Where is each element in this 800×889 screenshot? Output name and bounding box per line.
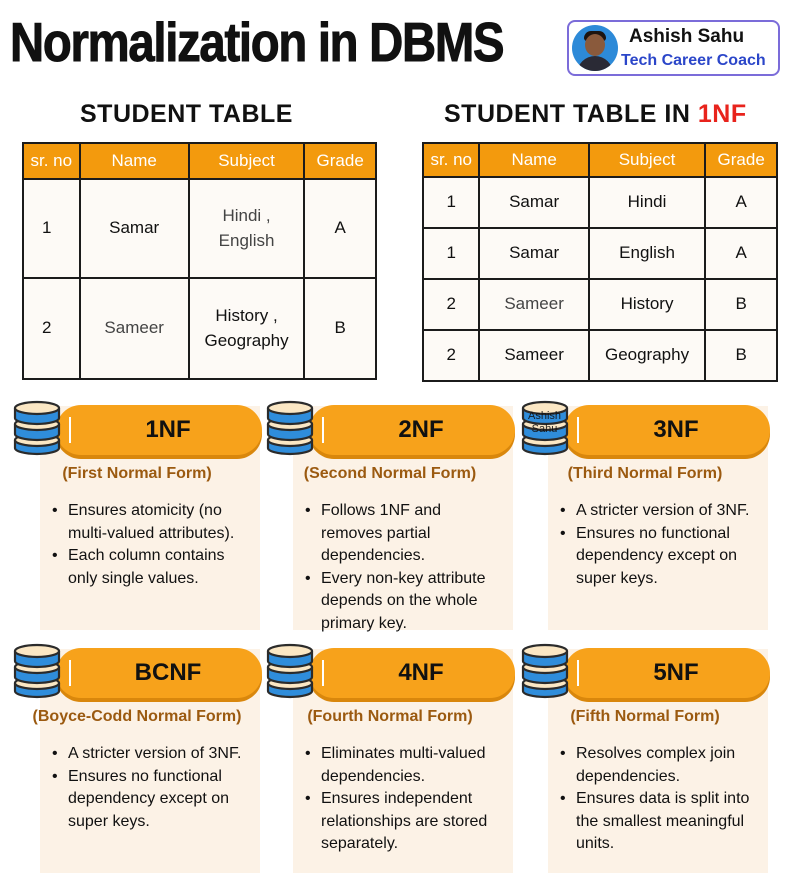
right-table-title-accent: 1NF	[697, 100, 747, 128]
cell-name: Samar	[479, 177, 588, 228]
left-table-title: STUDENT TABLE	[80, 100, 293, 128]
normal-form-subtitle: (Boyce-Codd Normal Form)	[32, 708, 242, 725]
normal-form-subtitle: (First Normal Form)	[62, 465, 212, 482]
normal-form-pill	[56, 405, 262, 455]
author-badge	[567, 20, 780, 76]
normal-form-card-5nf	[520, 643, 770, 873]
normal-form-card-3nf	[520, 400, 770, 630]
normal-form-pill	[564, 405, 770, 455]
subject-line: Hindi ,	[222, 205, 271, 225]
database-icon	[265, 643, 315, 699]
table-row	[23, 179, 376, 278]
cell-subject	[189, 278, 305, 379]
list-item: • Every non-key attribute depends on the whole primary key.	[305, 568, 505, 636]
right-table-title	[444, 100, 747, 129]
normal-form-label: 4NF	[398, 659, 444, 686]
cell-sr: 2	[23, 278, 80, 379]
cell-subject: Hindi	[589, 177, 706, 228]
cell-grade: B	[705, 279, 777, 330]
cell-name: Sameer	[80, 278, 189, 379]
cell-grade: B	[705, 330, 777, 381]
cell-subject: History	[589, 279, 706, 330]
column-header: Grade	[304, 143, 376, 179]
cell-sr: 2	[423, 279, 479, 330]
table-row	[423, 228, 777, 279]
normal-form-points	[52, 743, 252, 833]
cell-subject	[189, 179, 305, 278]
cell-sr: 2	[423, 330, 479, 381]
column-header: Name	[80, 143, 189, 179]
cell-name: Samar	[479, 228, 588, 279]
list-item: • Ensures no functional dependency except on super keys.	[52, 766, 252, 834]
list-item: • Ensures data is split into the smallest meaningful units.	[560, 788, 760, 856]
normal-form-label: 1NF	[145, 416, 191, 443]
normal-form-subtitle: (Fourth Normal Form)	[307, 708, 473, 725]
normal-form-label: 5NF	[653, 659, 699, 686]
list-item: • Follows 1NF and removes partial dependencies.	[305, 500, 505, 568]
table-row	[23, 278, 376, 379]
normal-form-subtitle: (Third Normal Form)	[567, 465, 723, 482]
column-header: Subject	[189, 143, 305, 179]
cell-name: Samar	[80, 179, 189, 278]
cell-name: Sameer	[479, 330, 588, 381]
table-row	[423, 330, 777, 381]
cell-grade: A	[705, 228, 777, 279]
database-icon	[12, 400, 62, 456]
normal-form-subtitle: (Fifth Normal Form)	[570, 708, 720, 725]
normal-form-label: BCNF	[134, 659, 202, 686]
cell-sr: 1	[423, 177, 479, 228]
column-header: sr. no	[423, 143, 479, 177]
normal-form-card-2nf	[265, 400, 515, 630]
cell-grade: A	[304, 179, 376, 278]
cell-grade: B	[304, 278, 376, 379]
cell-sr: 1	[23, 179, 80, 278]
right-table-title-prefix: STUDENT TABLE IN	[444, 100, 698, 128]
list-item: • A stricter version of 3NF.	[560, 500, 760, 523]
cell-sr: 1	[423, 228, 479, 279]
cell-subject: English	[589, 228, 706, 279]
list-item: • Ensures independent relationships are stored separately.	[305, 788, 505, 856]
author-role: Tech Career Coach	[621, 52, 766, 69]
normal-form-pill	[309, 648, 515, 698]
column-header: Name	[479, 143, 588, 177]
list-item: • A stricter version of 3NF.	[52, 743, 252, 766]
database-icon	[520, 643, 570, 699]
database-icon	[12, 643, 62, 699]
database-icon	[265, 400, 315, 456]
watermark: Ashish Sahu	[528, 410, 562, 435]
normal-form-label: 2NF	[398, 416, 444, 443]
normal-form-points	[52, 500, 252, 590]
normal-form-pill	[309, 405, 515, 455]
normal-form-points	[305, 500, 505, 635]
table-row	[423, 279, 777, 330]
column-header: Subject	[589, 143, 706, 177]
normal-form-label: 3NF	[653, 416, 699, 443]
list-item: • Ensures no functional dependency except on super keys.	[560, 523, 760, 591]
normal-form-points	[305, 743, 505, 856]
cell-grade: A	[705, 177, 777, 228]
student-table	[22, 142, 377, 380]
normal-form-points	[560, 500, 760, 590]
author-name: Ashish Sahu	[629, 26, 745, 47]
normal-form-card-bcnf	[12, 643, 262, 873]
subject-line: English	[218, 230, 275, 250]
list-item: • Resolves complex join dependencies.	[560, 743, 760, 788]
normal-form-pill	[564, 648, 770, 698]
normal-form-card-4nf	[265, 643, 515, 873]
subject-line: Geography	[204, 330, 289, 350]
avatar	[572, 25, 618, 71]
normal-form-subtitle: (Second Normal Form)	[303, 465, 477, 482]
normal-form-card-1nf	[12, 400, 262, 630]
list-item: • Each column contains only single values.	[52, 545, 252, 590]
cell-name: Sameer	[479, 279, 588, 330]
page-title: Normalization in DBMS	[10, 11, 504, 73]
column-header: Grade	[705, 143, 777, 177]
list-item: • Ensures atomicity (no multi-valued attributes).	[52, 500, 252, 545]
list-item: • Eliminates multi-valued dependencies.	[305, 743, 505, 788]
column-header: sr. no	[23, 143, 80, 179]
normal-form-points	[560, 743, 760, 856]
table-row	[423, 177, 777, 228]
cell-subject: Geography	[589, 330, 706, 381]
student-table-1nf	[422, 142, 778, 382]
normal-form-pill	[56, 648, 262, 698]
subject-line: History ,	[215, 305, 278, 325]
